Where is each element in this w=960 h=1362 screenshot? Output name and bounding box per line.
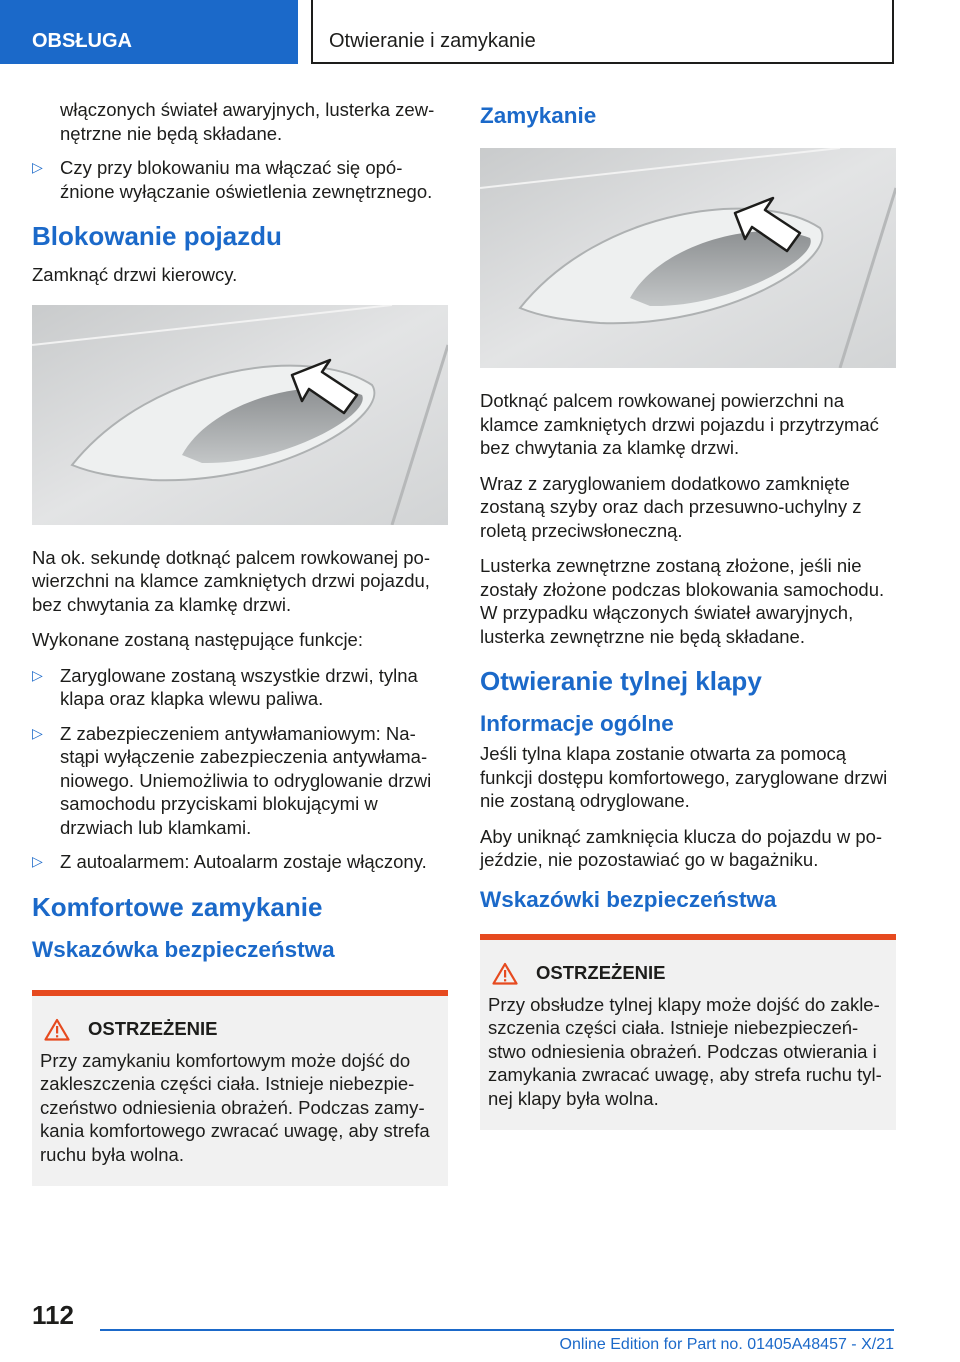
footer-divider	[100, 1329, 894, 1331]
chapter-header	[311, 0, 894, 64]
warning-triangle-icon	[44, 1018, 70, 1041]
door-handle-illustration	[32, 305, 448, 525]
heading-informacje: Informacje ogólne	[480, 711, 674, 736]
paragraph: Wykonane zostaną następujące funkcje:	[32, 629, 363, 650]
paragraph: Dotknąć palcem rowkowanej powierzchni na klamce zamkniętych drzwi pojazdu i przytrzymać bez chwytania za klamkę drzwi.	[480, 390, 879, 458]
heading-komfortowe: Komfortowe zamykanie	[32, 891, 323, 922]
paragraph: Zamknąć drzwi kierowcy.	[32, 264, 238, 285]
right-column	[480, 98, 896, 1130]
list-item	[32, 156, 448, 203]
paragraph: Aby uniknąć zamknięcia klucza do pojazdu w pojeździe, nie pozostawiać go w bagażniku.	[480, 825, 883, 870]
heading-blokowanie: Blokowanie pojazdu	[32, 221, 282, 251]
warning-triangle-icon	[492, 962, 518, 985]
warning-header	[40, 1018, 440, 1041]
functions-list	[32, 664, 448, 874]
options-list	[32, 156, 448, 203]
section-tab	[0, 0, 298, 64]
list-item	[32, 850, 448, 874]
warning-title: OSTRZEŻENIE	[536, 962, 666, 983]
list-item	[32, 722, 448, 840]
warning-text: Przy obsłudze tylnej klapy może dojść do zakleszczenia części ciała. Istnieje niebezpieczeństwo odniesienia obrażeń. Podczas otwierania i zamykania zwracać uwagę, aby strefa ruchu tylnej klapy była wolna.	[488, 993, 882, 1109]
warning-header	[488, 962, 888, 985]
triangle-bullet-icon: ▷	[32, 853, 43, 869]
page-number: 112	[32, 1300, 74, 1330]
list-item-text: Z autoalarmem: Autoalarm zostaje włączony.	[60, 851, 427, 872]
paragraph: Wraz z zaryglowaniem dodatkowo zamknięte zostaną szyby oraz dach przesuwno-uchylny z roletą przeciwsłoneczną.	[480, 472, 862, 541]
heading-wskazowka: Wskazówka bezpieczeństwa	[32, 936, 335, 962]
triangle-bullet-icon: ▷	[32, 159, 43, 175]
chapter-title: Otwieranie i zamykanie	[329, 30, 536, 52]
paragraph: Lusterka zewnętrzne zostaną złożone, jeśli nie zostały złożone podczas blokowania samochodu. W przypadku włączonych świateł awaryjnych, lusterka zewnętrzne nie będą składane.	[480, 555, 885, 647]
warning-title: OSTRZEŻENIE	[88, 1018, 218, 1039]
heading-wskazowki: Wskazówki bezpieczeństwa	[480, 886, 777, 912]
warning-box	[480, 934, 896, 1131]
continued-bullet-text: włączonych świateł awaryjnych, lusterka zewnętrzne nie będą składane.	[60, 99, 435, 144]
list-item-text: Czy przy blokowaniu ma włączać się opóźnione wyłączanie oświetlenia zewnętrznego.	[60, 157, 433, 202]
list-item-text: Zaryglowane zostaną wszystkie drzwi, tylna klapa oraz klapka wlewu paliwa.	[60, 664, 418, 709]
warning-box	[32, 990, 448, 1187]
heading-otwieranie: Otwieranie tylnej klapy	[480, 666, 762, 696]
heading-zamykanie: Zamykanie	[480, 103, 597, 128]
triangle-bullet-icon: ▷	[32, 724, 43, 741]
paragraph: Jeśli tylna klapa zostanie otwarta za pomocą funkcji dostępu komfortowego, zaryglowane drzwi nie zostaną odryglowane.	[480, 743, 888, 811]
left-column	[32, 98, 448, 1186]
section-title: OBSŁUGA	[32, 30, 132, 52]
list-item-text: Z zabezpieczeniem antywłamaniowym: Nastąpi wyłączenie zabezpieczenia antywłamaniowego. Uniemożliwia to odryglowanie drzwi samochodu przyciskami blokującymi w drzwiach lub klamkami.	[60, 722, 432, 838]
triangle-bullet-icon: ▷	[32, 666, 43, 683]
door-handle-illustration	[480, 148, 896, 368]
footer-edition: Online Edition for Part no. 01405A48457 - X/21	[559, 1336, 894, 1353]
warning-text: Przy zamykaniu komfortowym może dojść do zakleszczenia części ciała. Istnieje niebezpieczeństwo odniesienia obrażeń. Podczas zamykania komfortowego zwracać uwagę, aby strefa ruchu była wolna.	[40, 1049, 430, 1165]
paragraph: Na ok. sekundę dotknąć palcem rowkowanej powierzchni na klamce zamkniętych drzwi pojazdu, bez chwytania za klamkę drzwi.	[32, 546, 430, 615]
list-item	[32, 664, 448, 711]
